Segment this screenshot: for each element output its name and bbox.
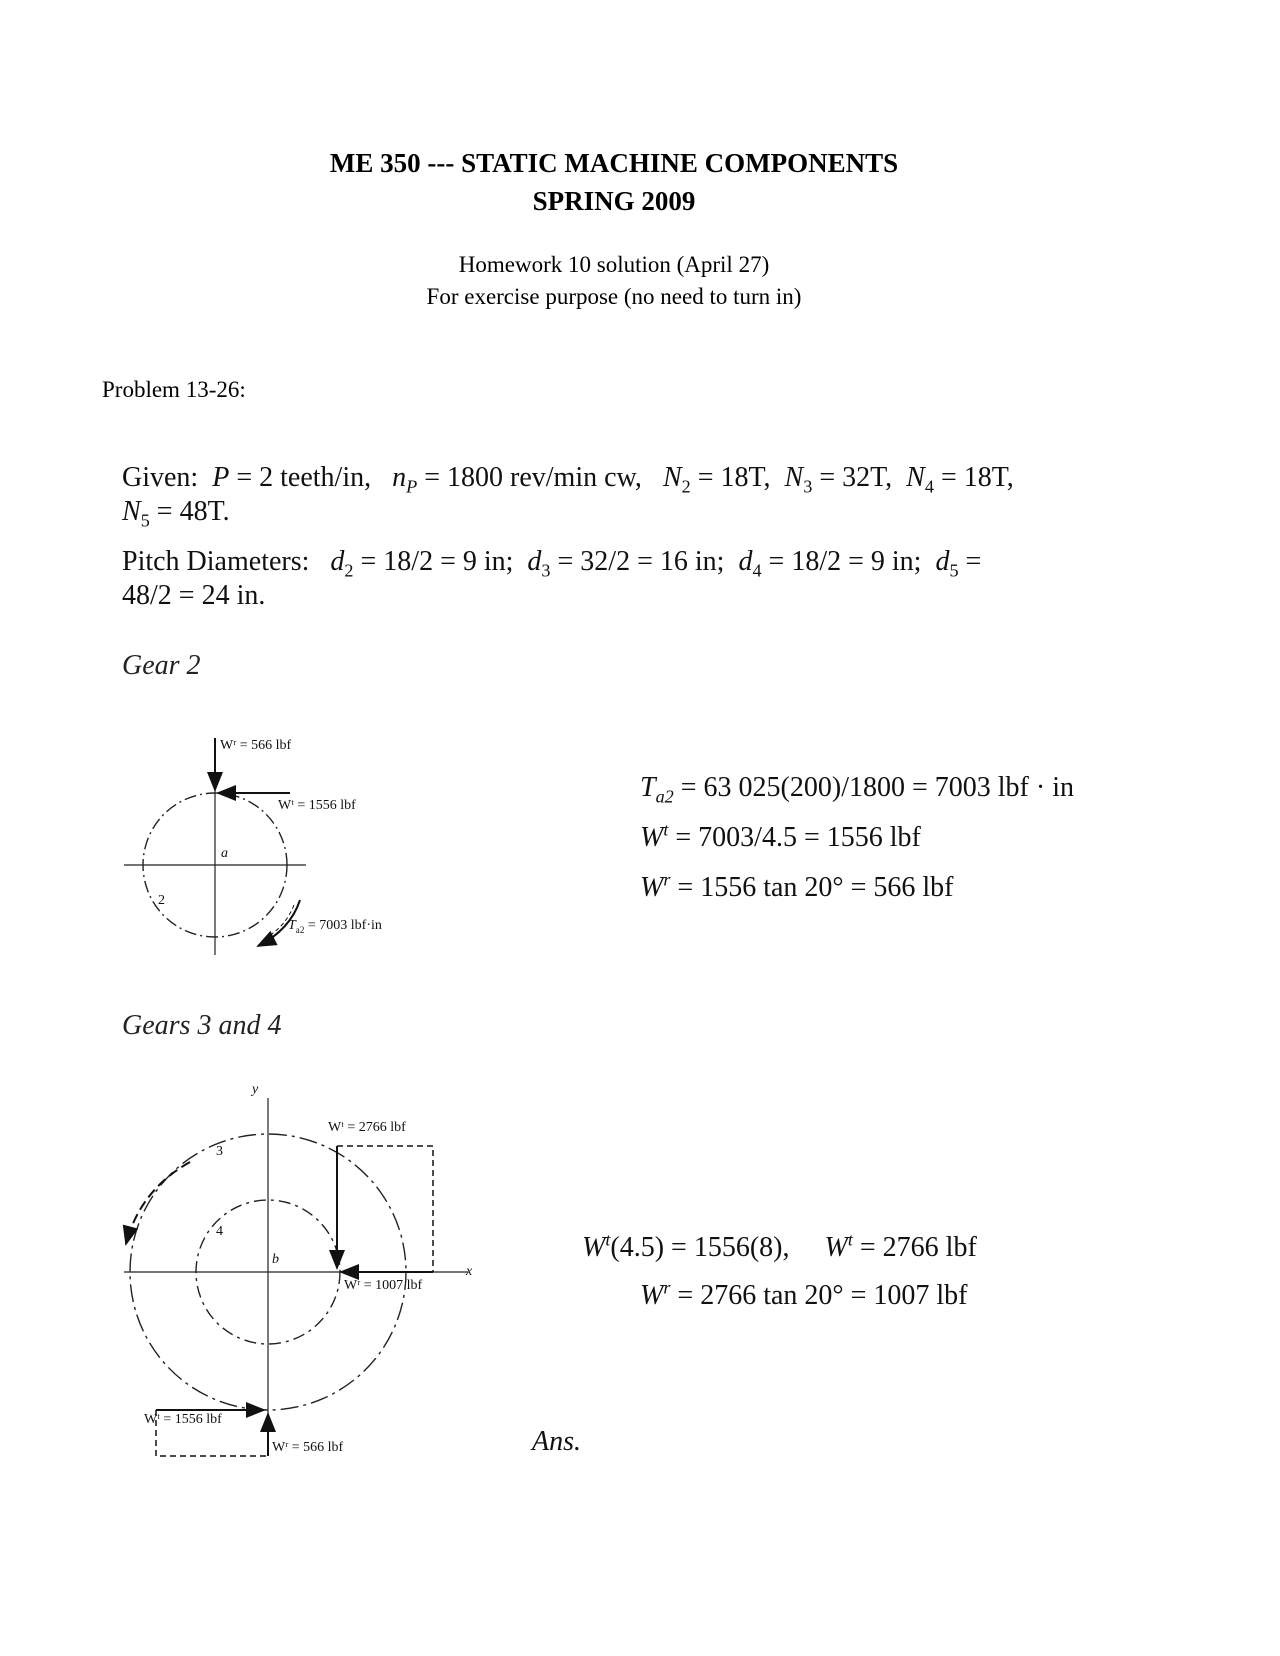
- gear34-eq-wr: $W^r = 2766$ tan 20° = 1007 lbf: [640, 1277, 968, 1311]
- gear2-heading: Gear 2: [122, 650, 201, 681]
- given-p: = 2 teeth/in,: [236, 462, 372, 493]
- note-line: For exercise purpose (no need to turn in): [426, 284, 802, 309]
- gear2-wr-label: Wʳ = 566 lbf: [220, 738, 292, 753]
- gear2-eq-wr: $W^r = 1556$ tan 20° = 566 lbf: [640, 869, 954, 903]
- gear34-heading: Gears 3 and 4: [122, 1010, 282, 1041]
- given-line: Given: P = 2 teeth/in, $n_P = 1800$ rev/min cw, $N_2 = 18T$, $N_3 = 32T$, $N_4 = 18T$,: [122, 462, 1014, 497]
- pitch-d4: = 18/2 = 9 in;: [768, 546, 922, 577]
- given-n5: = 48T.: [156, 496, 230, 527]
- gear34-center-label: b: [272, 1252, 279, 1267]
- gear4-number-label: 4: [216, 1224, 223, 1239]
- gear2-torque-label: $T_{a2} = 7003$ lbf·in: [288, 918, 382, 935]
- gear3-wt-dashed-line: [337, 1146, 433, 1272]
- given-n3: = 32T,: [819, 462, 893, 493]
- problem-label: Problem 13-26:: [102, 377, 246, 402]
- x-axis-label: x: [466, 1264, 473, 1279]
- course-title: ME 350 --- STATIC MACHINE COMPONENTS: [329, 148, 899, 178]
- pitch-prefix: Pitch Diameters:: [122, 546, 310, 577]
- gear3-wr-bottom-label: Wʳ = 566 lbf: [272, 1440, 344, 1455]
- pitch-d3: = 32/2 = 16 in;: [557, 546, 725, 577]
- answer-label: Ans.: [532, 1426, 581, 1457]
- given-prefix: Given:: [122, 462, 199, 493]
- term-title: SPRING 2009: [532, 186, 696, 216]
- gear2-wt-label: Wᵗ = 1556 lbf: [278, 798, 356, 813]
- gear4-wr-label: Wʳ = 1007 lbf: [344, 1278, 423, 1293]
- y-axis-label: y: [252, 1082, 259, 1097]
- given-n4: = 18T,: [940, 462, 1014, 493]
- pitch-d5-value: 48/2 = 24 in.: [122, 580, 266, 611]
- given-n2: = 18T,: [697, 462, 771, 493]
- pitch-line: Pitch Diameters: $d_2 = 18/2 = 9$ in; $d_3 = 32/2 = 16$ in; $d_4 = 18/2 = 9$ in; $d_5$ =: [122, 546, 982, 581]
- given-line-2: $N_5 = 48T$.: [122, 496, 230, 531]
- gear2-eq-torque: $T_{a2} = 63$ 025(200)/1800 = 7003 lbf · in: [640, 772, 1074, 807]
- gear2-center-label: a: [221, 846, 228, 861]
- gear2-eq-wt: $W^t = 7003/4.5 = 1556$ lbf: [640, 819, 921, 853]
- gear2-number-label: 2: [158, 893, 165, 908]
- gear3-number-label: 3: [216, 1144, 223, 1159]
- pitch-d2: = 18/2 = 9 in;: [360, 546, 514, 577]
- gear3-wt-label: Wᵗ = 2766 lbf: [328, 1120, 406, 1135]
- given-np: = 1800 rev/min cw,: [424, 462, 642, 493]
- gear34-eq-wt: $W^t(4.5) = 1556(8)$, $W^t = 2766$ lbf: [582, 1229, 977, 1263]
- homework-line: Homework 10 solution (April 27): [458, 252, 770, 277]
- gear3-wt-bottom-label: Wᵗ = 1556 lbf: [144, 1412, 222, 1427]
- pitch-d5: =: [965, 546, 982, 577]
